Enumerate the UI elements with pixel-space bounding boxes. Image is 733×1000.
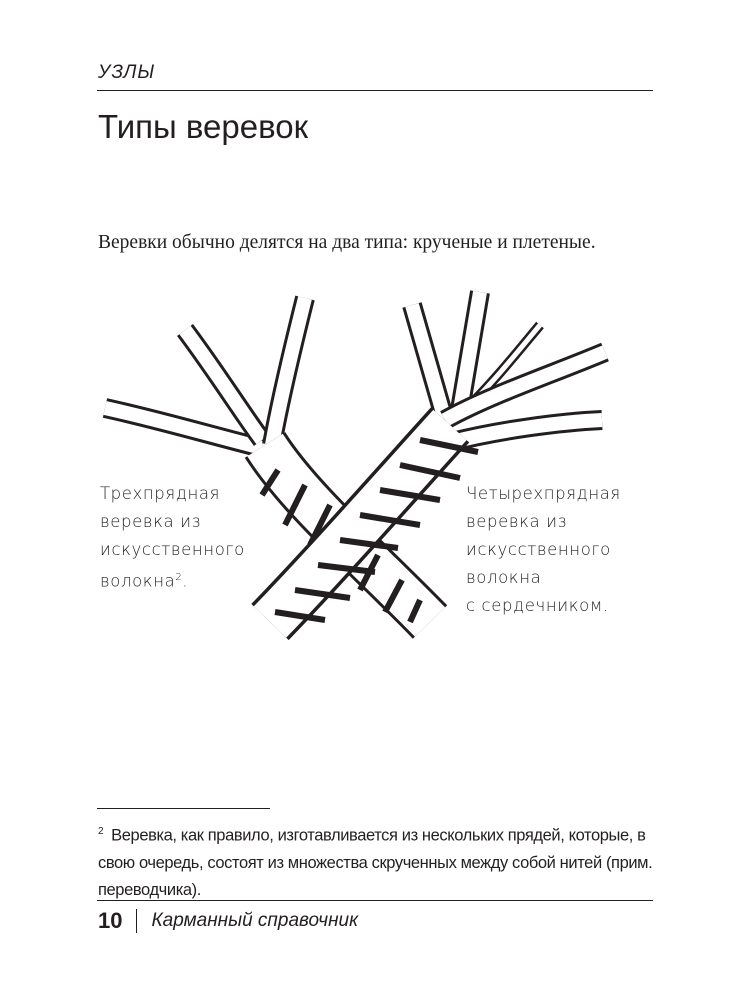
footnote-text: Веревка, как правило, изготавливается из нескольких прядей, которые, в свою очередь, состоят из множества скрученных между собой нитей (прим. переводчика). (98, 826, 653, 899)
page-number: 10 (98, 908, 123, 933)
footnote-marker: 2 (98, 826, 104, 837)
label-text: волокна (100, 571, 176, 591)
footer-rule (97, 900, 653, 901)
intro-paragraph: Веревки обычно делятся на два типа: крученые и плетеные. (98, 232, 596, 253)
section-header: УЗЛЫ (98, 62, 156, 83)
label-line: Четырехпрядная (466, 484, 621, 503)
label-punct: . (182, 571, 189, 591)
page-footer (98, 908, 358, 934)
three-strand-rope-label (100, 480, 245, 596)
book-title: Карманный справочник (151, 910, 359, 931)
footnote (98, 818, 658, 904)
page-title: Типы веревок (98, 108, 309, 145)
footnote-rule (97, 808, 270, 809)
label-line (100, 564, 245, 596)
label-line: веревка из (100, 512, 202, 531)
label-line: искусственного (100, 540, 245, 559)
four-strand-rope-label (466, 480, 621, 620)
footnote-ref[interactable]: 2 (175, 572, 183, 583)
footer-divider (136, 909, 137, 933)
label-line: волокна (466, 568, 542, 587)
three-strand-rope-ends (105, 298, 305, 448)
label-line: с сердечником. (466, 596, 609, 615)
label-line: веревка из (466, 512, 568, 531)
label-line: Трехпрядная (100, 484, 220, 503)
label-line: искусственного (466, 540, 611, 559)
